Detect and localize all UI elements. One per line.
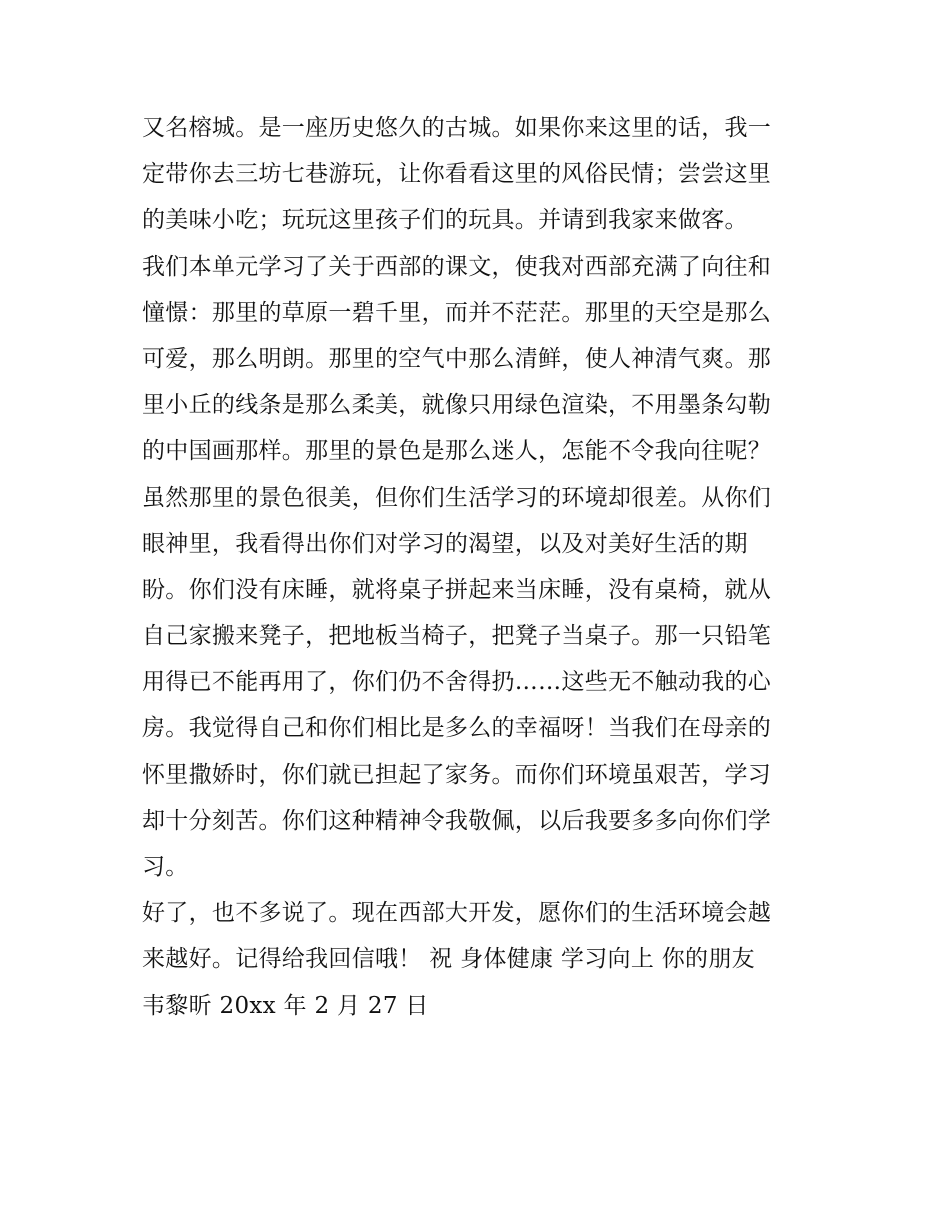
text-line: 盼。你们没有床睡，就将桌子拼起来当床睡，没有桌椅，就从: [142, 576, 772, 603]
letter-body: [142, 105, 822, 1029]
text-line: 眼神里，我看得出你们对学习的渴望，以及对美好生活的期: [142, 530, 748, 557]
text-line: 自己家搬来凳子，把地板当椅子，把凳子当桌子。那一只铅笔: [142, 623, 772, 650]
text-line: 的中国画那样。那里的景色是那么迷人，怎能不令我向往呢？: [142, 438, 772, 465]
text-line: 的美味小吃；玩玩这里孩子们的玩具。并请到我家来做客。: [142, 207, 748, 234]
text-line: 憧憬：那里的草原一碧千里，而并不茫茫。那里的天空是那么: [142, 299, 772, 326]
text-line: 里小丘的线条是那么柔美，就像只用绿色渲染，不用墨条勾勒: [142, 392, 772, 419]
text-line: 可爱，那么明朗。那里的空气中那么清鲜，使人神清气爽。那: [142, 345, 772, 372]
text-line: 房。我觉得自己和你们相比是多么的幸福呀！当我们在母亲的: [142, 715, 772, 742]
text-line: 却十分刻苦。你们这种精神令我敬佩，以后我要多多向你们学: [142, 807, 772, 834]
text-line: 又名榕城。是一座历史悠久的古城。如果你来这里的话，我一: [142, 115, 772, 141]
text-line: 我们本单元学习了关于西部的课文，使我对西部充满了向往和: [142, 253, 772, 280]
text-line: 用得已不能再用了，你们仍不舍得扔……这些无不触动我的心: [142, 669, 772, 696]
text-line: 好了，也不多说了。现在西部大开发，愿你们的生活环境会越: [142, 900, 772, 927]
text-line: 怀里撒娇时，你们就已担起了家务。而你们环境虽艰苦，学习: [142, 761, 772, 788]
text-line: 习。: [142, 854, 189, 880]
text-line: 来越好。记得给我回信哦！ 祝 身体健康 学习向上 你的朋友: [142, 946, 755, 973]
text-line: 虽然那里的景色很美，但你们生活学习的环境却很差。从你们: [142, 484, 772, 511]
text-line: 定带你去三坊七巷游玩，让你看看这里的风俗民情；尝尝这里: [142, 161, 772, 188]
signature-date-line: 韦黎昕 20xx 年 2 月 27 日: [142, 992, 429, 1019]
